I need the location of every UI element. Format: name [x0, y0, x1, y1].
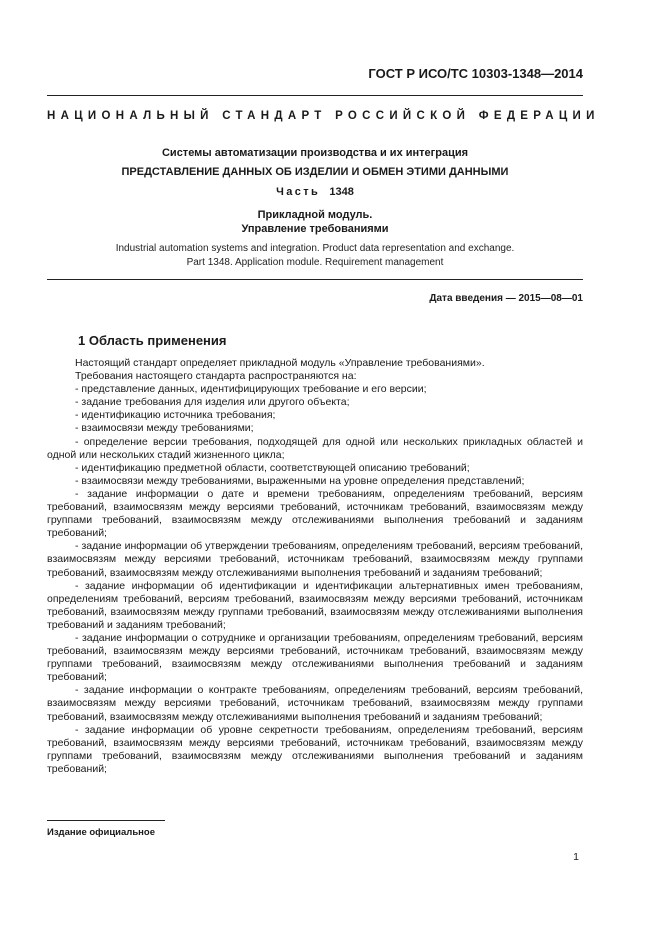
list-item: - идентификацию предметной области, соответствующей описанию требований; [75, 461, 470, 474]
english-title [47, 242, 583, 269]
paragraph: Требования настоящего стандарта распространяются на: [75, 370, 357, 383]
list-item: - взаимосвязи между требованиями; [75, 422, 254, 435]
list-item: - представление данных, идентифицирующих требование и его версии; [75, 383, 427, 396]
list-item: - задание информации об уровне секретности требованиям, определениям требований, версиям требований, взаимосвязям между версиями требований, источникам требований, взаимосвязям между группами требований, взаимосвязям между отслеживаниями выполнения требований и заданиям требований; [47, 723, 583, 775]
header-rule [47, 95, 583, 96]
paragraph: Настоящий стандарт определяет прикладной модуль «Управление требованиями». [75, 357, 485, 369]
document-number: ГОСТ Р ИСО/ТС 10303-1348—2014 [368, 66, 583, 81]
section-heading: 1 Область применения [78, 333, 227, 348]
module-line-1: Прикладной модуль. [257, 209, 373, 221]
list-item: - взаимосвязи между требованиями, выраженными на уровне определения представлений; [75, 474, 525, 487]
title-module [47, 208, 583, 236]
official-edition-label: Издание официальное [47, 827, 155, 838]
list-item: - задание информации о контракте требованиям, определениям требований, версиям требований, взаимосвязям между версиями требований, источникам требований, взаимосвязям между группами требований, взаимосвязям между отслеживаниями выполнения требований и заданиям требований; [47, 684, 583, 723]
english-title-line-1: Industrial automation systems and integration. Product data representation and exchange. [115, 243, 515, 254]
title-series: Системы автоматизации производства и их интеграция [161, 147, 469, 159]
part-number: 1348 [329, 186, 354, 198]
list-item: - задание информации о дате и времени требованиям, определениям требований, версиям требований, взаимосвязям между версиями требований, источникам требований, взаимосвязям между группами требований, взаимосвязям между отслеживаниями выполнения требований и заданиям требований; [47, 487, 583, 540]
list-item: - идентификацию источника требования; [75, 409, 276, 422]
introduction-date: Дата введения — 2015—08—01 [429, 293, 583, 304]
english-title-line-2: Part 1348. Application module. Requirement management [186, 256, 444, 268]
title-rule [47, 279, 583, 280]
footer-rule [47, 820, 165, 821]
list-item: - задание информации об утверждении требованиям, определениям требований, версиям требований, взаимосвязям между версиями требований, источникам требований, взаимосвязям между группами требований, взаимосвязям между отслеживаниями выполнения требований и заданиям требований; [47, 540, 583, 579]
national-standard-banner: НАЦИОНАЛЬНЫЙ СТАНДАРТ РОССИЙСКОЙ ФЕДЕРАЦИИ [47, 110, 600, 122]
part-label: Часть [276, 186, 321, 198]
list-item: - задание требования для изделия или другого объекта; [75, 396, 350, 409]
section-body [47, 357, 583, 776]
title-part [47, 186, 583, 198]
module-line-2: Управление требованиями [241, 223, 389, 235]
list-item: - определение версии требования, подходящей для одной или нескольких прикладных областей и одной или нескольких стадий жизненного цикла; [47, 435, 583, 461]
list-item: - задание информации об идентификации и идентификации альтернативных имен требованиям, определениям требований, версиям требований, взаимосвязям между версиями требований, источникам требований, взаимосвязям между группами требований, взаимосвязям между отслеживаниями выполнения требований и заданиям требований; [47, 579, 583, 631]
title-main: ПРЕДСТАВЛЕНИЕ ДАННЫХ ОБ ИЗДЕЛИИ И ОБМЕН ЭТИМИ ДАННЫМИ [121, 166, 509, 178]
list-item: - задание информации о сотруднике и организации требованиям, определениям требований, версиям требований, взаимосвязям между версиями требований, источникам требований, взаимосвязям между группами требований, взаимосвязям между отслеживаниями выполнения требований и заданиям требований; [47, 631, 583, 684]
page-number: 1 [573, 851, 579, 863]
